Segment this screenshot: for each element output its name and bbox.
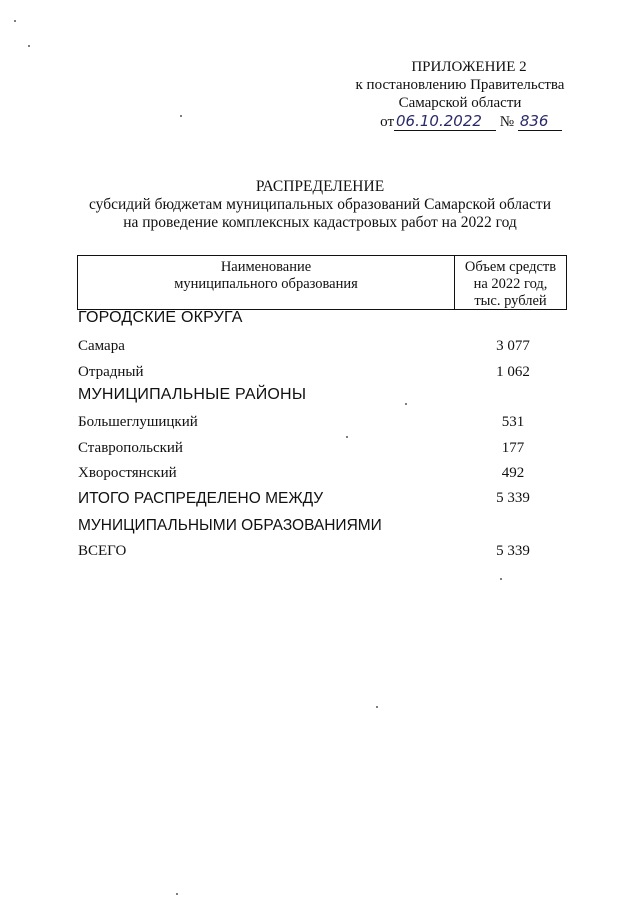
row-value: 177 xyxy=(501,440,525,456)
scan-speck xyxy=(346,436,348,438)
row-label: МУНИЦИПАЛЬНЫЕ РАЙОНЫ xyxy=(78,386,307,403)
scan-speck xyxy=(405,403,407,405)
appendix-header xyxy=(340,58,580,131)
row-value: 5 339 xyxy=(496,490,530,506)
column-header-volume-line2: на 2022 год, xyxy=(473,276,548,292)
handwritten-date: 06.10.2022 xyxy=(394,112,496,131)
column-header-name xyxy=(78,256,455,309)
scan-speck xyxy=(14,20,16,22)
table-row-section xyxy=(78,386,548,404)
table-row xyxy=(78,364,548,381)
scan-speck xyxy=(500,578,502,580)
scan-speck xyxy=(376,706,378,708)
column-header-name-line2: муниципального образования xyxy=(174,276,358,292)
document-title xyxy=(60,178,580,232)
row-value xyxy=(478,309,548,327)
row-value: 492 xyxy=(501,465,525,481)
row-value: 3 077 xyxy=(496,338,530,354)
row-label: Большеглушицкий xyxy=(78,414,198,430)
row-value: 5 339 xyxy=(496,543,530,559)
table-row xyxy=(78,338,548,355)
column-header-name-line1: Наименование xyxy=(220,259,312,275)
table-header xyxy=(77,255,567,310)
scan-speck xyxy=(176,893,178,895)
row-label: ГОРОДСКИЕ ОКРУГА xyxy=(78,309,243,326)
title-subtitle-2: на проведение комплексных кадастровых работ на 2022 год xyxy=(123,214,517,231)
appendix-date-number-line xyxy=(362,112,580,131)
row-label: Хворостянский xyxy=(78,465,177,481)
handwritten-number: 836 xyxy=(518,112,562,131)
table-row-grand-total xyxy=(78,543,548,560)
column-header-volume-line3: тыс. рублей xyxy=(474,293,547,309)
row-value: 1 062 xyxy=(496,364,530,380)
row-value xyxy=(478,517,548,535)
row-label: ВСЕГО xyxy=(78,543,127,559)
row-label: МУНИЦИПАЛЬНЫМИ ОБРАЗОВАНИЯМИ xyxy=(78,517,382,534)
number-prefix: № xyxy=(499,114,515,130)
table-row-total xyxy=(78,490,548,508)
scan-speck xyxy=(180,115,182,117)
row-value xyxy=(478,386,548,404)
title-subtitle-1: субсидий бюджетам муниципальных образований Самарской области xyxy=(88,196,551,213)
date-prefix: от xyxy=(380,114,395,130)
appendix-decree-ref: к постановлению Правительства xyxy=(355,77,565,93)
table-row xyxy=(78,465,548,482)
column-header-volume xyxy=(455,256,566,309)
table-row xyxy=(78,440,548,457)
appendix-title: ПРИЛОЖЕНИЕ 2 xyxy=(411,59,527,75)
row-label: Отрадный xyxy=(78,364,144,380)
row-label: ИТОГО РАСПРЕДЕЛЕНО МЕЖДУ xyxy=(78,490,324,507)
row-label: Самара xyxy=(78,338,125,354)
table-row-section xyxy=(78,309,548,327)
appendix-region: Самарской области xyxy=(398,95,522,111)
table-row-total xyxy=(78,517,548,535)
row-label: Ставропольский xyxy=(78,440,183,456)
scan-speck xyxy=(28,45,30,47)
table-row xyxy=(78,414,548,431)
title-heading: РАСПРЕДЕЛЕНИЕ xyxy=(255,178,385,195)
row-value: 531 xyxy=(501,414,525,430)
column-header-volume-line1: Объем средств xyxy=(464,259,557,275)
